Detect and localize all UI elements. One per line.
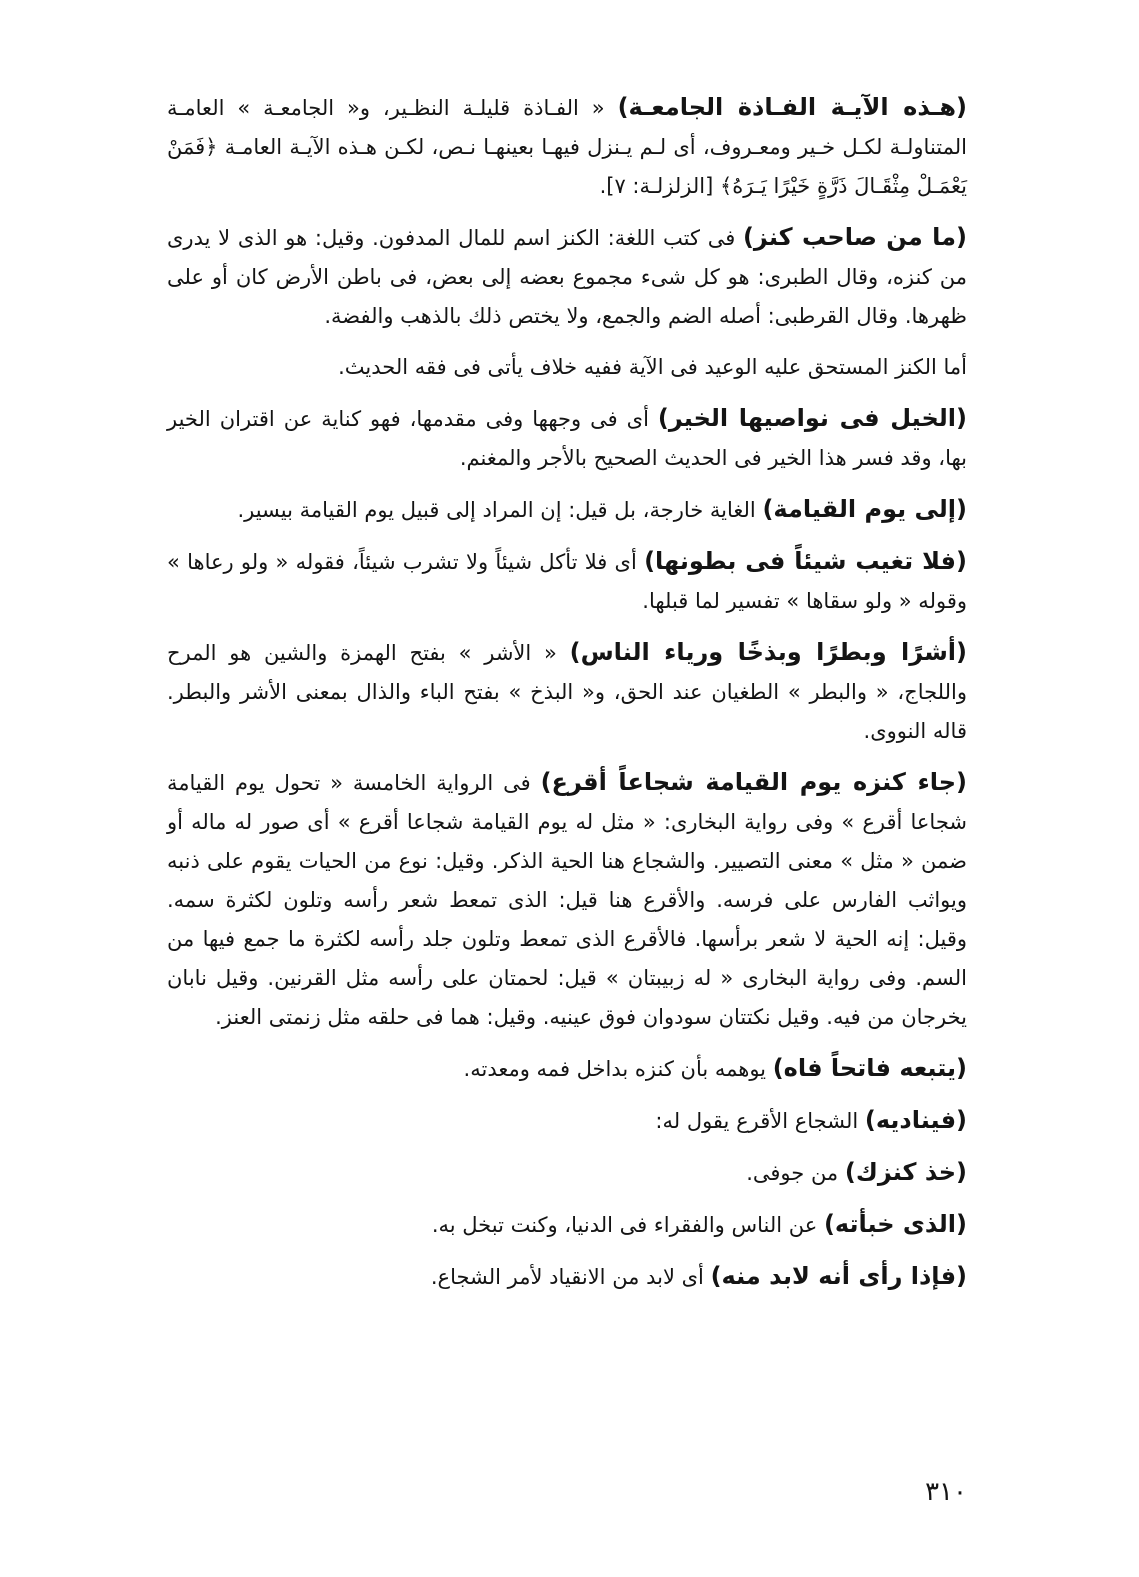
paragraph (167, 763, 967, 1037)
paragraph-heading: (فيناديه) (864, 1106, 967, 1134)
paragraph-text: أى لابد من الانقياد لأمر الشجاع. (430, 1265, 711, 1289)
paragraph-heading: (ما من صاحب كنز) (742, 223, 967, 251)
paragraph (167, 542, 967, 621)
paragraph (167, 1205, 967, 1245)
paragraph (167, 1049, 967, 1089)
paragraph (167, 1257, 967, 1297)
paragraph-heading: (الذى خبأته) (823, 1210, 967, 1238)
paragraph-text: من جوفى. (746, 1161, 845, 1185)
paragraph-heading: (فإذا رأى أنه لابد منه) (710, 1262, 967, 1290)
paragraph-heading: (الخيل فى نواصيها الخير) (657, 404, 967, 432)
paragraph (167, 490, 967, 530)
paragraph-heading: (يتبعه فاتحاً فاه) (772, 1054, 967, 1082)
paragraph-text: الشجاع الأقرع يقول له: (655, 1109, 865, 1133)
paragraph (167, 348, 967, 387)
paragraph (167, 1153, 967, 1193)
paragraph-text: أى فلا تأكل شيئاً ولا تشرب شيئاً، فقوله « ولو رعاها » وقوله « ولو سقاها » تفسير لما قبلها. (167, 550, 967, 613)
paragraph (167, 633, 967, 751)
paragraph-text: يوهمه بأن كنزه بداخل فمه ومعدته. (463, 1057, 773, 1081)
paragraph (167, 399, 967, 478)
paragraph-text: فى الرواية الخامسة « تحول يوم القيامة شجاعا أقرع » وفى رواية البخارى: « مثل له يوم القيامة شجاعا أقرع » أى صور له ماله أو ضمن « مثل » معنى التصيير. والشجاع هنا الحية الذكر. وقيل: نوع من الحيات يقوم على ذنبه ويواثب الفارس على فرسه. والأقرع هنا قيل: الذى تمعط شعر رأسه وتلون لكثرة سمه. وقيل: إنه الحية لا شعر برأسها. فالأقرع الذى تمعط وتلون جلد رأسه لكثرة ما جمع فيها من السم. وفى رواية البخارى « له زبيبتان » قيل: لحمتان على رأسه مثل القرنين. وقيل نابان يخرجان من فيه. وقيل نكتتان سودوان فوق عينيه. وقيل: هما فى حلقه مثل زنمتى العنز. (167, 771, 967, 1029)
document-body (167, 88, 967, 1309)
paragraph-text: فى كتب اللغة: الكنز اسم للمال المدفون. وقيل: هو الذى لا يدرى من كنزه، وقال الطبرى: هو كل شىء مجموع بعضه إلى بعض، فى باطن الأرض كان أو على ظهرها. وقال القرطبى: أصله الضم والجمع، ولا يختص ذلك بالذهب والفضة. (167, 226, 967, 328)
page-number: ٣١٠ (925, 1477, 967, 1507)
paragraph-heading: (أشرًا وبطرًا وبذخًا ورياء الناس) (569, 638, 968, 666)
paragraph-text: الغاية خارجة، بل قيل: إن المراد إلى قبيل يوم القيامة بيسير. (237, 498, 763, 522)
paragraph-text: أى فى وجهها وفى مقدمها، فهو كناية عن اقتران الخير بها، وقد فسر هذا الخير فى الحديث الصحيح بالأجر والمغنم. (167, 407, 967, 470)
paragraph-text: « الأشر » بفتح الهمزة والشين هو المرح واللجاج، « والبطر » الطغيان عند الحق، و« البذخ » بفتح الباء والذال بمعنى الأشر والبطر. قاله النووى. (167, 641, 967, 743)
paragraph-text: أما الكنز المستحق عليه الوعيد فى الآية ففيه خلاف يأتى فى فقه الحديث. (338, 355, 967, 379)
paragraph-text: « الفـاذة قليلـة النظـير، و« الجامعـة » العامـة المتناولـة لكـل خـير ومعـروف، أى لـم يـنزل فيهـا بعينهـا نـص، لكـن هـذه الآيـة العامـة ﴿فَمَنْ يَعْمَـلْ مِثْقَـالَ ذَرَّةٍ خَيْرًا يَـرَهُ﴾ [الزلزلـة: ٧]. (167, 96, 967, 198)
paragraph-heading: (خذ كنزك) (844, 1158, 967, 1186)
paragraph (167, 1101, 967, 1141)
paragraph-heading: (هـذه الآيـة الفـاذة الجامعـة) (617, 93, 967, 121)
paragraph (167, 218, 967, 336)
paragraph (167, 88, 967, 206)
paragraph-heading: (فلا تغيب شيئاً فى بطونها) (644, 547, 967, 575)
paragraph-heading: (جاء كنزه يوم القيامة شجاعاً أقرع) (540, 768, 967, 796)
paragraph-heading: (إلى يوم القيامة) (762, 495, 967, 523)
paragraph-text: عن الناس والفقراء فى الدنيا، وكنت تبخل به. (431, 1213, 824, 1237)
